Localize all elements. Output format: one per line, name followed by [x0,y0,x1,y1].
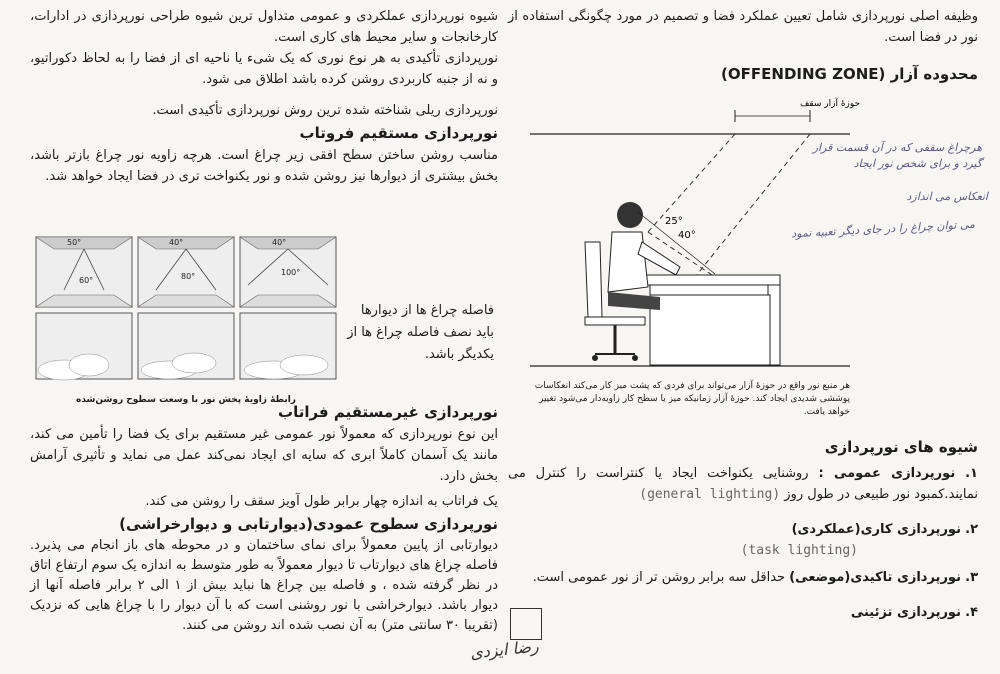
zone-label: حوزهٔ آزار سقف [800,99,860,109]
side-note: فاصله چراغ ها از دیوارها باید نصف فاصله چراغ ها از یکدیگر باشد. [347,303,494,362]
method-general-text: روشنایی یکنواخت ایجاد یا کنتراست را کنترل می نمایند.کمبود نور طبیعی در طول روز [508,466,978,502]
method-accent-number: ۳. [965,570,978,585]
handwritten-note-2: انعکاس می اندازد [906,190,988,203]
method-task-number: ۲. [965,522,978,537]
method-task-title: نورپردازی کاری(عملکردی) [791,522,961,537]
left-intro-3: نورپردازی ریلی شناخته شده ترین روش نورپردازی تأکیدی است. [152,103,498,118]
heading-vertical-surfaces: نورپردازی سطوح عمودی(دیوارتابی و دیوارخراشی) [119,515,498,533]
left-intro-2: نورپردازی تأکیدی به هر نوع نوری که یک شیء یا ناحیه ای از فضا را به لحاظ دکوراتیو، و نه از جنبه کاربردی روشن کرده باشد اطلاق می شود. [30,51,498,87]
left-column [30,6,498,187]
method-general-title: نورپردازی عمومی : [818,466,956,481]
light-angle-figure [34,235,338,405]
angle-label-4: 60° [79,276,94,285]
signature: رضا ایزدی [469,636,540,663]
method-general-hand: (general lighting) [639,487,781,502]
method-decorative-number: ۴. [965,605,978,620]
heading-direct-downlight: نورپردازی مستقیم فروتاب [299,124,498,142]
paragraph-vertical-surfaces: دیوارتابی از پایین معمولاً برای نمای ساختمان و در محوطه های باز انجام می پذیرد. فاصله چراغ های دیوارتاب تا دیوار معمولاً به طور متوسط به اندازه یک سوم ارتفاع اتاق در نظر گرفته شده ، و فاصله بین چراغ ها نباید بیش از ۱ الی ۲ برابر فاصله آنها از دیوار باشد. دیوارخراشی با نور روشنی است که با آن دیوار را با چراغ هایی که نزدیک (تقریبا ۳۰ سانتی متر) به آن نصب شده اند روشن می کنند. [30,538,498,633]
angle-40: 40° [678,230,696,241]
left-column-lower [30,400,498,636]
method-general [508,463,978,505]
light-angle-illustration [34,235,338,395]
method-accent-title: نورپردازی تاکیدی(موضعی) [789,570,961,585]
angle-25: 25° [665,216,683,227]
right-column [508,6,978,86]
figure-caption: رابطهٔ زاویهٔ پخش نور با وسعت سطوح روشن‌شده [76,395,296,405]
angle-label-3: 40° [272,238,287,247]
heading-lighting-methods: شیوه های نورپردازی [824,438,978,456]
right-intro: وظیفه اصلی نورپردازی شامل تعیین عملکرد فضا و تصمیم در مورد چگونگی استفاده از نور در فضا است. [508,9,978,45]
heading-offending-zone: محدوده آزار (OFFENDING ZONE) [721,65,978,83]
left-intro-1: شیوه نورپردازی عملکردی و عمومی متداول ترین شیوه طراحی نورپردازی در ادارات، کارخانجات و سایر محیط های کاری است. [30,9,498,45]
angle-label-6: 100° [281,268,301,277]
method-general-number: ۱. [965,466,978,481]
handwritten-note-3: می توان چراغ را در جای دیگر تعبیه نمود [790,217,976,241]
angle-label-1: 50° [67,238,82,247]
handwritten-note-1: هرچراغ سقفی که در آن قسمت قرار گیرد و برای شخص نور ایجاد [812,141,982,170]
method-task-hand: (task lighting) [740,543,858,558]
paragraph-indirect-uplight: این نوع نورپردازی که معمولاً نور عمومی غیر مستقیم برای یک فضا را تأمین می کند، مانند یک آسمان کاملاً ابری که سایه ای ایجاد نمی‌کند عمل می نماید و تأثیری آرامش بخش دارد. [30,427,498,484]
angle-label-2: 40° [169,238,184,247]
paragraph-direct-downlight: مناسب روشن ساختن سطح افقی زیر چراغ است. هرچه زاویه نور چراغ بازتر باشد، بخش بیشتری از دیوارها نیز روشن شده و نور یکنواخت تری در فضا ایجاد خواهد شد. [30,148,498,184]
method-decorative-title: نورپردازی تزئینی [850,605,961,620]
method-accent [508,567,978,588]
method-decorative [508,602,978,623]
angle-label-5: 80° [181,272,196,281]
lighting-methods [508,435,978,623]
heading-indirect-uplight: نورپردازی غیرمستقیم فراتاب [278,403,498,421]
method-task [508,519,978,561]
diagram-caption: هر منبع نور واقع در حوزهٔ آزار می‌تواند برای فردی که پشت میز کار می‌کند انعکاسات پوششی شدیدی ایجاد کند. حوزهٔ آزار زمانیکه میز یا سطح کار زاویه‌دار می‌شود تغییر خواهد یافت. [534,381,850,417]
paragraph-uplight-length: یک فراتاب به اندازه چهار برابر طول آویز سقف را روشن می کند. [145,494,498,509]
method-accent-text: حداقل سه برابر روشن تر از نور عمومی است. [532,570,786,585]
